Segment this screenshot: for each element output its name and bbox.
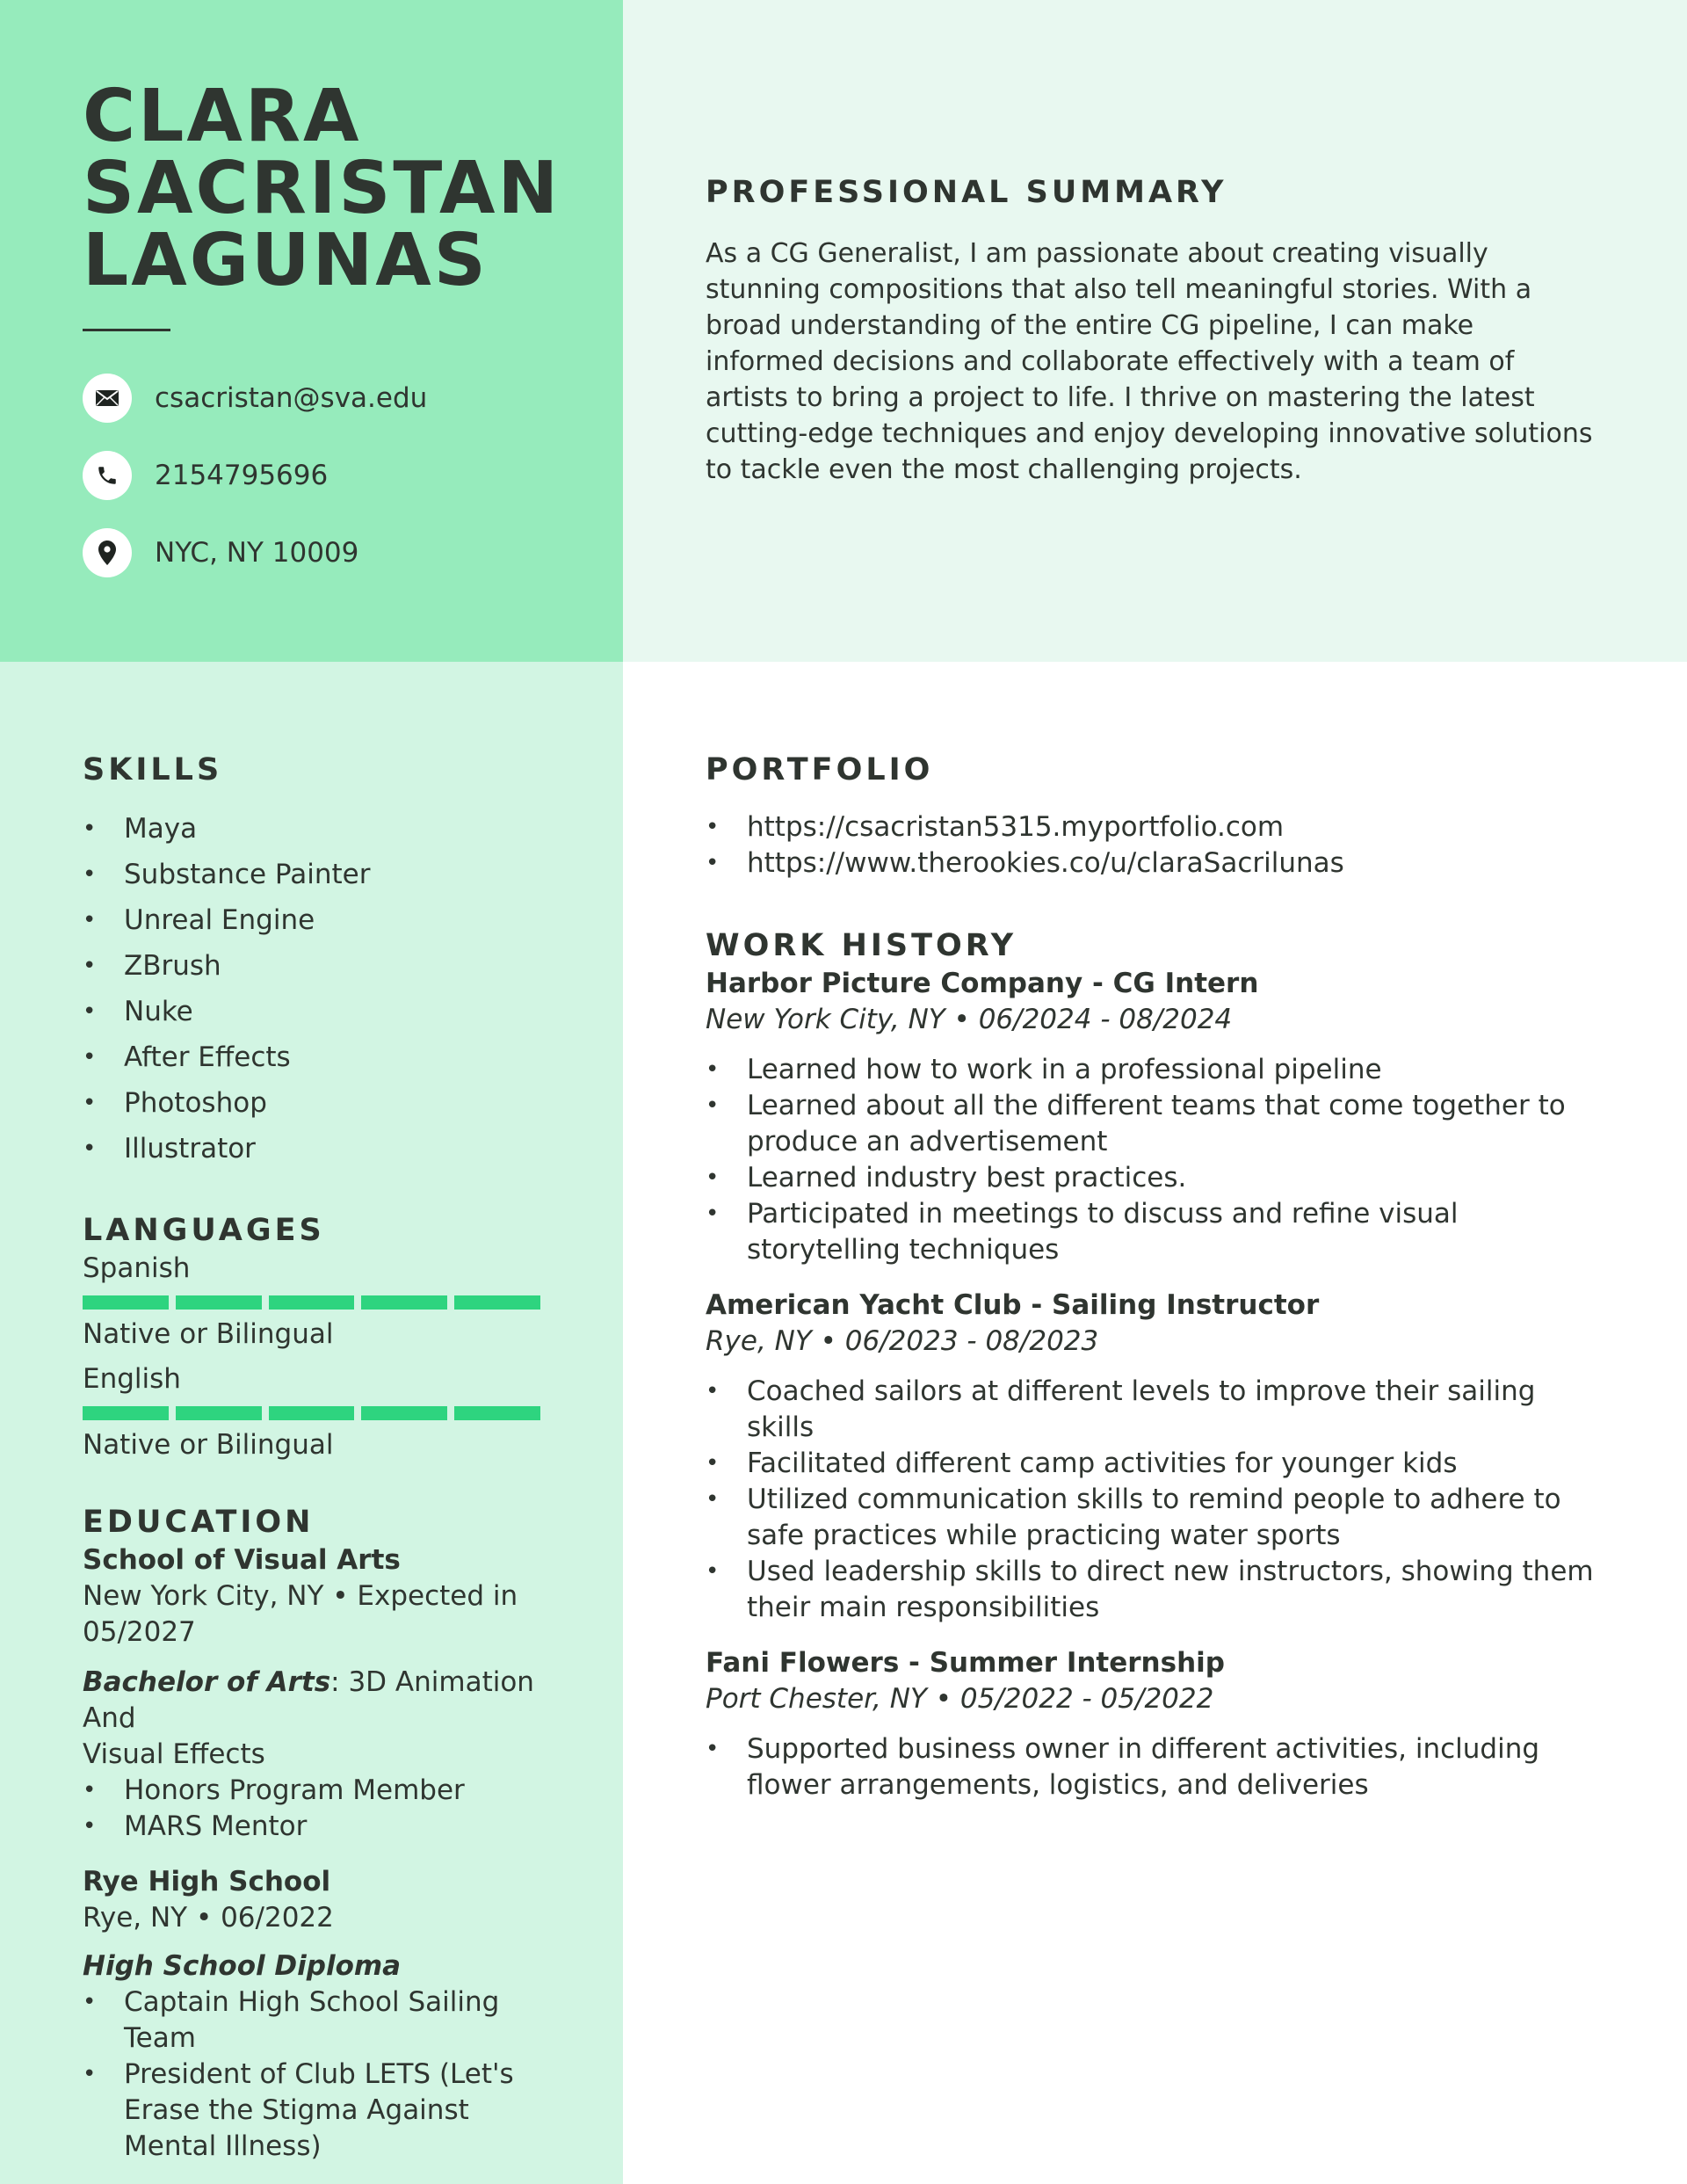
contact-email-text: csacristan@sva.edu (155, 382, 428, 414)
school-location: New York City, NY • Expected in (83, 1580, 518, 1612)
name-line-middle: SACRISTAN (83, 147, 561, 230)
education-entry (83, 1542, 540, 1845)
language-rating-segment (176, 1406, 262, 1420)
job-entry (706, 966, 1599, 1268)
header-left-panel (0, 0, 623, 662)
job-bullet: • Supported business owner in different activities, including flower arrangements, logistics, and deliveries (706, 1731, 1599, 1803)
education-entry (83, 1864, 540, 2165)
skill-item: • Substance Painter (83, 852, 540, 897)
language-rating-segment (361, 1295, 447, 1310)
location-pin-icon (83, 528, 132, 577)
portfolio-link[interactable]: • https://www.therookies.co/u/claraSacrilunas (706, 845, 1599, 882)
language-rating-segment (269, 1295, 355, 1310)
contact-email[interactable] (83, 374, 623, 423)
language-level: Native or Bilingual (83, 1318, 334, 1350)
job-meta: Port Chester, NY • 05/2022 - 05/2022 (706, 1683, 1214, 1715)
school-date: 05/2027 (83, 1616, 196, 1648)
degree-line (83, 1665, 540, 1737)
name-divider (83, 329, 170, 331)
education-bullet: • MARS Mentor (83, 1809, 540, 1845)
language-rating-segment (83, 1295, 169, 1310)
work-history-heading: WORK HISTORY (706, 928, 1017, 963)
job-bullet: • Facilitated different camp activities for younger kids (706, 1446, 1599, 1482)
job-entry (706, 1288, 1599, 1626)
school-name: Rye High School (83, 1866, 331, 1897)
degree-field-cont: Visual Effects (83, 1738, 265, 1770)
education-bullets (83, 1984, 540, 2165)
job-bullet: • Used leadership skills to direct new instructors, showing them their main responsibilities (706, 1554, 1599, 1626)
job-title: American Yacht Club - Sailing Instructor (706, 1289, 1320, 1321)
skill-item: • Nuke (83, 989, 540, 1034)
skill-item: • Illustrator (83, 1126, 540, 1172)
job-meta: New York City, NY • 06/2024 - 08/2024 (706, 1004, 1233, 1035)
envelope-icon (83, 374, 132, 423)
portfolio-links (706, 809, 1599, 882)
degree-title: Bachelor of Arts (83, 1666, 331, 1698)
skills-heading: SKILLS (83, 752, 223, 787)
job-bullets (706, 1374, 1599, 1626)
language-rating-segment (269, 1406, 355, 1420)
education-heading: EDUCATION (83, 1505, 315, 1540)
contact-location (83, 528, 623, 577)
job-bullets (706, 1731, 1599, 1803)
job-bullet: • Learned how to work in a professional pipeline (706, 1052, 1599, 1088)
job-bullet: • Participated in meetings to discuss and refine visual storytelling techniques (706, 1196, 1599, 1268)
job-bullet: • Learned industry best practices. (706, 1160, 1599, 1196)
language-rating-segment (176, 1295, 262, 1310)
phone-icon (83, 451, 132, 500)
job-title: Harbor Picture Company - CG Intern (706, 968, 1259, 999)
main-column (623, 662, 1687, 2184)
skill-item: • Photoshop (83, 1080, 540, 1126)
language-name: Spanish (83, 1252, 191, 1284)
degree-title: High School Diploma (83, 1950, 402, 1982)
language-rating-segment (454, 1295, 540, 1310)
education-bullets (83, 1773, 540, 1845)
job-bullet: • Learned about all the different teams that come together to produce an advertisement (706, 1088, 1599, 1160)
skill-item: • Unreal Engine (83, 897, 540, 943)
languages-heading: LANGUAGES (83, 1213, 325, 1248)
contact-phone[interactable] (83, 451, 623, 500)
language-entry (83, 1251, 540, 1353)
language-rating-bar (83, 1295, 540, 1310)
job-title: Fani Flowers - Summer Internship (706, 1647, 1225, 1679)
education-bullet: • President of Club LETS (Let's Erase the Stigma Against Mental Illness) (83, 2057, 540, 2165)
portfolio-heading: PORTFOLIO (706, 752, 934, 787)
name-line-last: LAGUNAS (83, 219, 489, 302)
summary-heading: PROFESSIONAL SUMMARY (706, 175, 1227, 210)
job-bullets (706, 1052, 1599, 1268)
sidebar (0, 662, 623, 2184)
language-name: English (83, 1363, 181, 1395)
language-rating-segment (454, 1406, 540, 1420)
language-level: Native or Bilingual (83, 1429, 334, 1461)
skill-item: • Maya (83, 806, 540, 852)
school-name: School of Visual Arts (83, 1544, 401, 1576)
education-bullet: • Honors Program Member (83, 1773, 540, 1809)
skill-item: • After Effects (83, 1034, 540, 1080)
skill-item: • ZBrush (83, 943, 540, 989)
contact-location-text: NYC, NY 10009 (155, 537, 359, 569)
degree-field: : 3D Animation And (83, 1666, 534, 1734)
summary-text: As a CG Generalist, I am passionate about creating visually stunning compositions that also tell meaningful stories. With a broad understanding of the entire CG pipeline, I can make informed decisions and collaborate effectively with a team of artists to bring a project to life. I thrive on mastering the latest cutting-edge techniques and enjoy developing innovative solutions to tackle even the most challenging projects. (706, 238, 1593, 485)
summary-section (623, 0, 1687, 662)
skills-list (83, 806, 540, 1172)
job-bullet: • Coached sailors at different levels to improve their sailing skills (706, 1374, 1599, 1446)
job-meta: Rye, NY • 06/2023 - 08/2023 (706, 1325, 1099, 1357)
candidate-name (83, 75, 623, 302)
language-rating-segment (83, 1406, 169, 1420)
contact-phone-text: 2154795696 (155, 460, 329, 491)
name-line-first: CLARA (83, 75, 362, 158)
language-entry (83, 1361, 540, 1463)
school-location: Rye, NY • 06/2022 (83, 1902, 334, 1934)
job-bullet: • Utilized communication skills to remind people to adhere to safe practices while practicing water sports (706, 1482, 1599, 1554)
education-bullet: • Captain High School Sailing Team (83, 1984, 540, 2057)
job-entry (706, 1645, 1599, 1803)
language-rating-segment (361, 1406, 447, 1420)
portfolio-link[interactable]: • https://csacristan5315.myportfolio.com (706, 809, 1599, 845)
language-rating-bar (83, 1406, 540, 1420)
